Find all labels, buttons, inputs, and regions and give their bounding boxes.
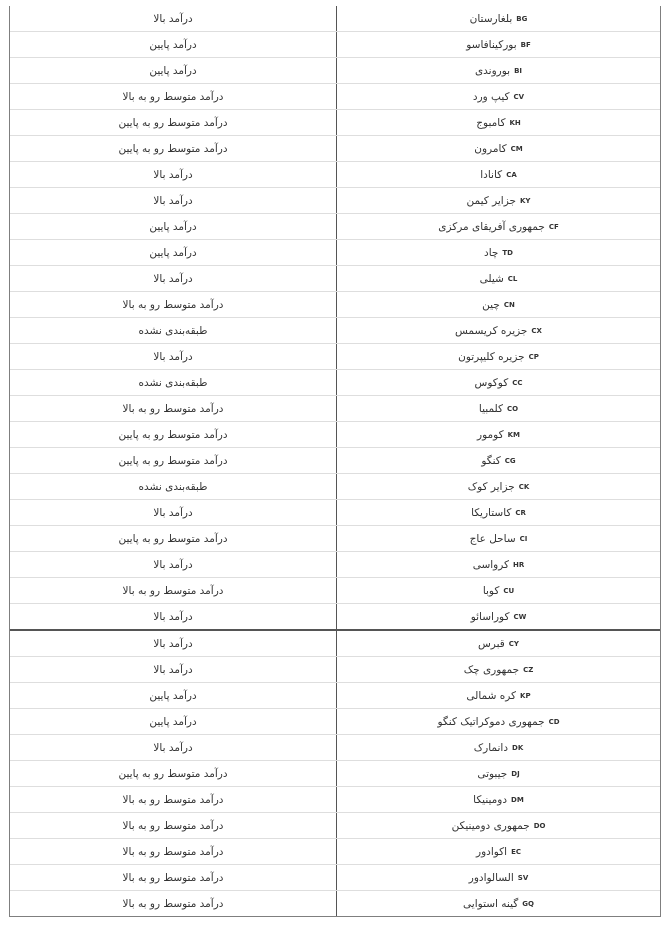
income-cell: درآمد متوسط رو به بالا [10, 396, 337, 421]
country-code: CU [503, 586, 515, 595]
table-row [10, 734, 660, 760]
income-cell: درآمد متوسط رو به بالا [10, 813, 337, 838]
country-name: کاستاریکا [471, 506, 512, 519]
income-cell: درآمد بالا [10, 6, 337, 31]
country-code: CD [548, 717, 560, 726]
country-cell [337, 578, 660, 603]
table-row [10, 525, 660, 551]
country-name: جیبوتی [477, 767, 508, 780]
table-row [10, 57, 660, 83]
table-row [10, 812, 660, 838]
country-name: کوبا [482, 584, 500, 597]
table-row [10, 447, 660, 473]
table-row [10, 473, 660, 499]
country-code: KM [507, 430, 520, 439]
table-row [10, 656, 660, 682]
table-row [10, 369, 660, 395]
country-name: کامرون [474, 142, 507, 155]
country-code: TD [502, 248, 513, 257]
table-row [10, 864, 660, 890]
country-name: دانمارک [473, 741, 509, 754]
country-code: KH [509, 118, 521, 127]
income-cell: درآمد بالا [10, 344, 337, 369]
country-cell [337, 240, 660, 265]
table-row [10, 682, 660, 708]
country-name: چاد [484, 246, 499, 259]
country-cell [337, 214, 660, 239]
country-cell [337, 32, 660, 57]
country-code: DO [533, 821, 546, 830]
country-name: قبرس [477, 637, 505, 650]
country-name: کوراسائو [470, 610, 510, 623]
country-cell [337, 396, 660, 421]
table-row [10, 890, 660, 916]
country-cell [337, 136, 660, 161]
country-cell [337, 500, 660, 525]
country-code: CG [504, 456, 516, 465]
income-cell: درآمد متوسط رو به بالا [10, 787, 337, 812]
country-code: CV [513, 92, 525, 101]
country-cell [337, 631, 660, 656]
country-cell [337, 787, 660, 812]
income-cell: درآمد متوسط رو به بالا [10, 839, 337, 864]
country-code: CZ [523, 665, 534, 674]
country-code: CL [507, 274, 518, 283]
income-cell: طبقه‌بندی نشده [10, 318, 337, 343]
income-cell: درآمد متوسط رو به پایین [10, 110, 337, 135]
country-name: کامبوج [476, 116, 506, 129]
country-code: GQ [522, 899, 534, 908]
income-cell: درآمد بالا [10, 604, 337, 629]
country-code: DJ [511, 769, 520, 778]
country-name: شیلی [479, 272, 504, 285]
country-cell [337, 110, 660, 135]
table-row [10, 161, 660, 187]
country-code: SV [517, 873, 529, 882]
table-row [10, 343, 660, 369]
table-row [10, 239, 660, 265]
country-income-table [9, 6, 661, 917]
table-row [10, 31, 660, 57]
income-cell: درآمد پایین [10, 240, 337, 265]
income-cell: طبقه‌بندی نشده [10, 474, 337, 499]
table-row [10, 213, 660, 239]
country-code: HR [513, 560, 525, 569]
country-cell [337, 344, 660, 369]
country-cell [337, 448, 660, 473]
country-cell [337, 266, 660, 291]
country-name: کنگو [481, 454, 501, 467]
country-cell [337, 709, 660, 734]
country-code: BF [520, 40, 531, 49]
country-cell [337, 6, 660, 31]
country-code: CN [503, 300, 515, 309]
income-cell: درآمد متوسط رو به بالا [10, 865, 337, 890]
income-cell: درآمد بالا [10, 735, 337, 760]
country-cell [337, 318, 660, 343]
country-code: CA [506, 170, 517, 179]
country-cell [337, 683, 660, 708]
country-cell [337, 474, 660, 499]
table-row [10, 708, 660, 734]
income-cell: درآمد بالا [10, 500, 337, 525]
country-name: جزیره کلیپرتون [458, 350, 525, 363]
country-name: جزیره کریسمس [455, 324, 528, 337]
country-cell [337, 761, 660, 786]
country-cell [337, 526, 660, 551]
country-cell [337, 422, 660, 447]
country-name: بورکینافاسو [466, 38, 517, 51]
income-cell: درآمد متوسط رو به بالا [10, 891, 337, 916]
income-cell: درآمد پایین [10, 683, 337, 708]
country-cell [337, 58, 660, 83]
table-row [10, 109, 660, 135]
income-cell: درآمد متوسط رو به بالا [10, 84, 337, 109]
table-row [10, 395, 660, 421]
income-cell: طبقه‌بندی نشده [10, 370, 337, 395]
country-cell [337, 162, 660, 187]
income-cell: درآمد متوسط رو به بالا [10, 578, 337, 603]
income-cell: درآمد بالا [10, 162, 337, 187]
income-cell: درآمد متوسط رو به پایین [10, 526, 337, 551]
income-cell: درآمد پایین [10, 214, 337, 239]
country-cell [337, 839, 660, 864]
income-cell: درآمد بالا [10, 188, 337, 213]
country-name: گینه استوایی [463, 897, 519, 910]
country-name: کیپ ورد [472, 90, 510, 103]
country-cell [337, 865, 660, 890]
country-code: DM [511, 795, 524, 804]
country-code: CF [548, 222, 559, 231]
table-row [10, 265, 660, 291]
country-code: CM [510, 144, 523, 153]
table-row [10, 421, 660, 447]
country-name: کوکوس [474, 376, 509, 389]
table-row [10, 135, 660, 161]
country-cell [337, 84, 660, 109]
country-code: BG [516, 14, 528, 23]
table-row [10, 187, 660, 213]
country-cell [337, 813, 660, 838]
country-cell [337, 657, 660, 682]
country-name: جمهوری آفریقای مرکزی [438, 220, 545, 233]
country-name: کرواسی [472, 558, 510, 571]
table-row [10, 83, 660, 109]
income-cell: درآمد متوسط رو به پایین [10, 136, 337, 161]
country-code: KY [520, 196, 531, 205]
country-name: جزایر کیمن [466, 194, 516, 207]
country-code: CI [519, 534, 528, 543]
country-cell [337, 370, 660, 395]
country-code: CP [528, 352, 539, 361]
income-cell: درآمد متوسط رو به پایین [10, 761, 337, 786]
income-cell: درآمد پایین [10, 709, 337, 734]
country-code: KP [520, 691, 531, 700]
income-cell: درآمد پایین [10, 32, 337, 57]
country-code: CC [512, 378, 523, 387]
income-cell: درآمد متوسط رو به بالا [10, 292, 337, 317]
country-name: کانادا [480, 168, 503, 181]
country-name: ساحل عاج [469, 532, 516, 545]
table-row [10, 786, 660, 812]
table-row [10, 577, 660, 603]
income-cell: درآمد بالا [10, 631, 337, 656]
country-code: CY [508, 639, 520, 648]
table-row [10, 603, 660, 629]
country-name: جمهوری دومینیکن [451, 819, 530, 832]
country-code: CX [531, 326, 542, 335]
country-code: EC [511, 847, 521, 856]
table-row [10, 499, 660, 525]
table-row [10, 6, 660, 31]
country-name: جمهوری دموکراتیک کنگو [437, 715, 545, 728]
country-code: CK [518, 482, 530, 491]
country-name: بوروندی [474, 64, 511, 77]
country-code: CR [515, 508, 526, 517]
table-row [10, 838, 660, 864]
income-cell: درآمد بالا [10, 266, 337, 291]
country-name: جمهوری چک [463, 663, 520, 676]
country-cell [337, 292, 660, 317]
income-cell: درآمد بالا [10, 552, 337, 577]
country-code: BI [514, 66, 523, 75]
country-cell [337, 604, 660, 629]
table-row [10, 629, 660, 656]
income-cell: درآمد بالا [10, 657, 337, 682]
country-name: کلمبیا [478, 402, 503, 415]
country-cell [337, 891, 660, 916]
country-name: کره شمالی [466, 689, 517, 702]
income-cell: درآمد متوسط رو به پایین [10, 448, 337, 473]
country-cell [337, 552, 660, 577]
country-cell [337, 188, 660, 213]
country-cell [337, 735, 660, 760]
country-name: جزایر کوک [467, 480, 515, 493]
country-code: CO [507, 404, 519, 413]
table-row [10, 291, 660, 317]
table-row [10, 551, 660, 577]
country-name: السالوادور [468, 871, 514, 884]
country-name: دومینیکا [473, 793, 508, 806]
country-name: بلغارستان [469, 12, 513, 25]
table-row [10, 317, 660, 343]
country-name: کومور [477, 428, 504, 441]
country-code: CW [513, 612, 527, 621]
income-cell: درآمد پایین [10, 58, 337, 83]
country-name: چین [482, 298, 500, 311]
country-code: DK [512, 743, 524, 752]
income-cell: درآمد متوسط رو به پایین [10, 422, 337, 447]
table-row [10, 760, 660, 786]
country-name: اکوادور [476, 845, 508, 858]
